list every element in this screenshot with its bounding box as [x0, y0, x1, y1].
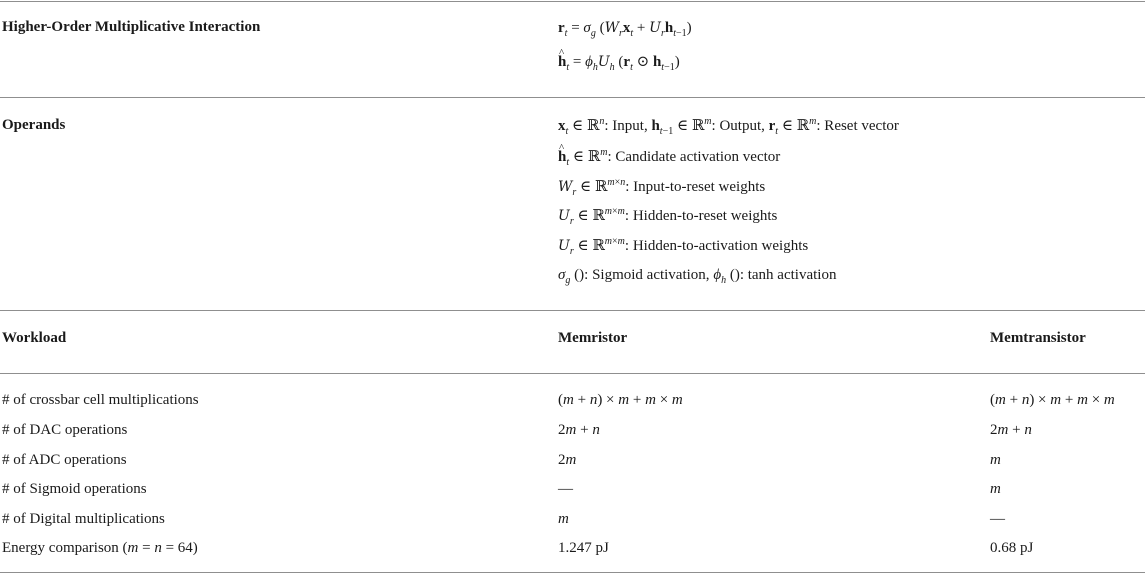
section-title-operands: Operands — [2, 117, 66, 133]
rule-table-top — [0, 310, 1145, 311]
operand-line-6: $\sigma_g$ (): Sigmoid activation, $\phi_h$ (): tanh activation — [558, 267, 837, 286]
header-memtransistor: Memtransistor — [990, 330, 1086, 346]
row-memristor: (m + n) × m + m × m — [558, 392, 683, 408]
row-memtransistor: m — [990, 452, 1001, 468]
row-label: Energy comparison (m = n = 64) — [2, 540, 198, 556]
row-memristor: — — [558, 481, 573, 497]
operand-line-5: $U_r$ ∈ ℝ$^{m\times m}$: Hidden-to-activation weights — [558, 236, 809, 257]
operand-line-3: $W_r$ ∈ ℝ$^{m\times n}$: Input-to-reset weights — [558, 177, 766, 198]
row-memristor: 2m — [558, 452, 577, 468]
operand-line-4: $U_r$ ∈ ℝ$^{m\times m}$: Hidden-to-reset weights — [558, 206, 778, 227]
operand-line-1: $x_t$ ∈ ℝ$^n$: Input, $h_{t-1}$ ∈ ℝ$^m$: Output, $r_t$ ∈ ℝ$^m$: Reset vector — [558, 116, 899, 137]
row-memristor: 2m + n — [558, 422, 600, 438]
rule-operands — [0, 97, 1145, 98]
section-title-interaction: Higher-Order Multiplicative Interaction — [2, 19, 261, 35]
header-memristor: Memristor — [558, 330, 628, 346]
top-rule — [0, 1, 1145, 2]
row-memristor: 1.247 pJ — [558, 540, 609, 556]
row-memtransistor: 0.68 pJ — [990, 540, 1034, 556]
row-memtransistor: — — [990, 511, 1005, 527]
row-label: # of DAC operations — [2, 422, 128, 438]
row-label: # of Digital multiplications — [2, 511, 165, 527]
row-memtransistor: (m + n) × m + m × m — [990, 392, 1115, 408]
row-label: # of crossbar cell multiplications — [2, 392, 199, 408]
row-memtransistor: m — [990, 481, 1001, 497]
bottom-rule — [0, 572, 1145, 573]
rule-table-header — [0, 373, 1145, 374]
equation-candidate: ^ $h_t = \phi_hU_h$ ($r_t$ ⊙ $h_{t-1}$) — [558, 53, 680, 71]
row-memristor: m — [558, 511, 569, 527]
equation-reset: $r_t = \sigma_g$ $(W_rx_t + U_rh_{t-1})$ — [558, 20, 692, 39]
row-label: # of ADC operations — [2, 452, 127, 468]
header-workload: Workload — [2, 330, 67, 346]
row-memtransistor: 2m + n — [990, 422, 1032, 438]
row-label: # of Sigmoid operations — [2, 481, 147, 497]
operand-line-2: ^ $h_t$ ∈ ℝ$^m$: Candidate activation vector — [558, 148, 780, 166]
